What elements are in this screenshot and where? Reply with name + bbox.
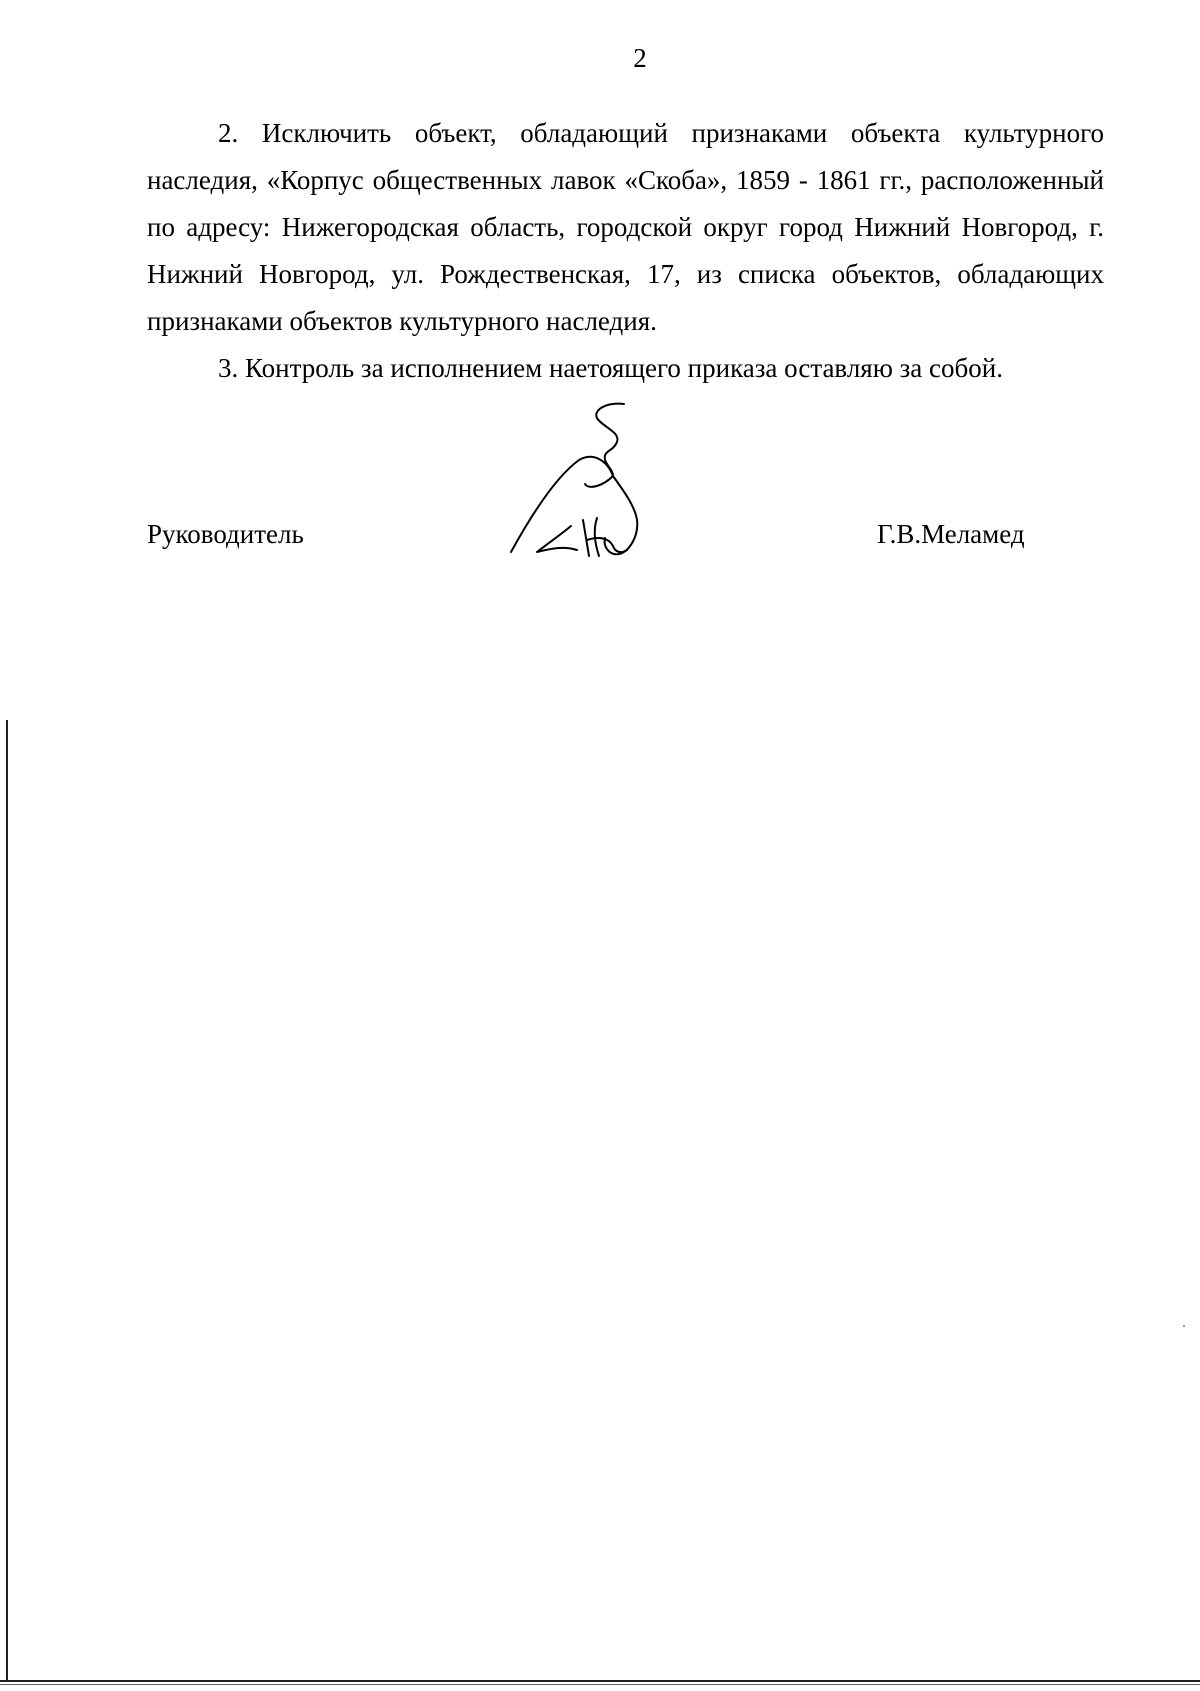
signer-title: Руководитель [147,519,304,549]
handwritten-signature [503,380,663,560]
scan-margin-line-left [6,720,8,1680]
scan-margin-line-bottom-secondary [0,1684,1200,1685]
paragraph-3: 3. Контроль за исполнением наетоящего приказа оставляю за собой. [218,353,1003,383]
signer-name: Г.В.Меламед [877,519,1025,549]
page-number: 2 [633,43,647,73]
signature-block [147,380,1104,560]
scan-artifact-dot [1183,1325,1185,1327]
paragraph-2: 2. Исключить объект, обладающий признаками объекта культурного наследия, «Корпус общественных лавок «Скоба», 1859 - 1861 гг., расположенный по адресу: Нижегородская область, городской округ город Нижний Новгород, г. Нижний Новгород, ул. Рождественская, 17, из списка объектов, обладающих признаками объектов культурного наследия. [147,118,1104,336]
document-body [147,110,1104,392]
scan-margin-line-bottom [0,1680,1200,1682]
